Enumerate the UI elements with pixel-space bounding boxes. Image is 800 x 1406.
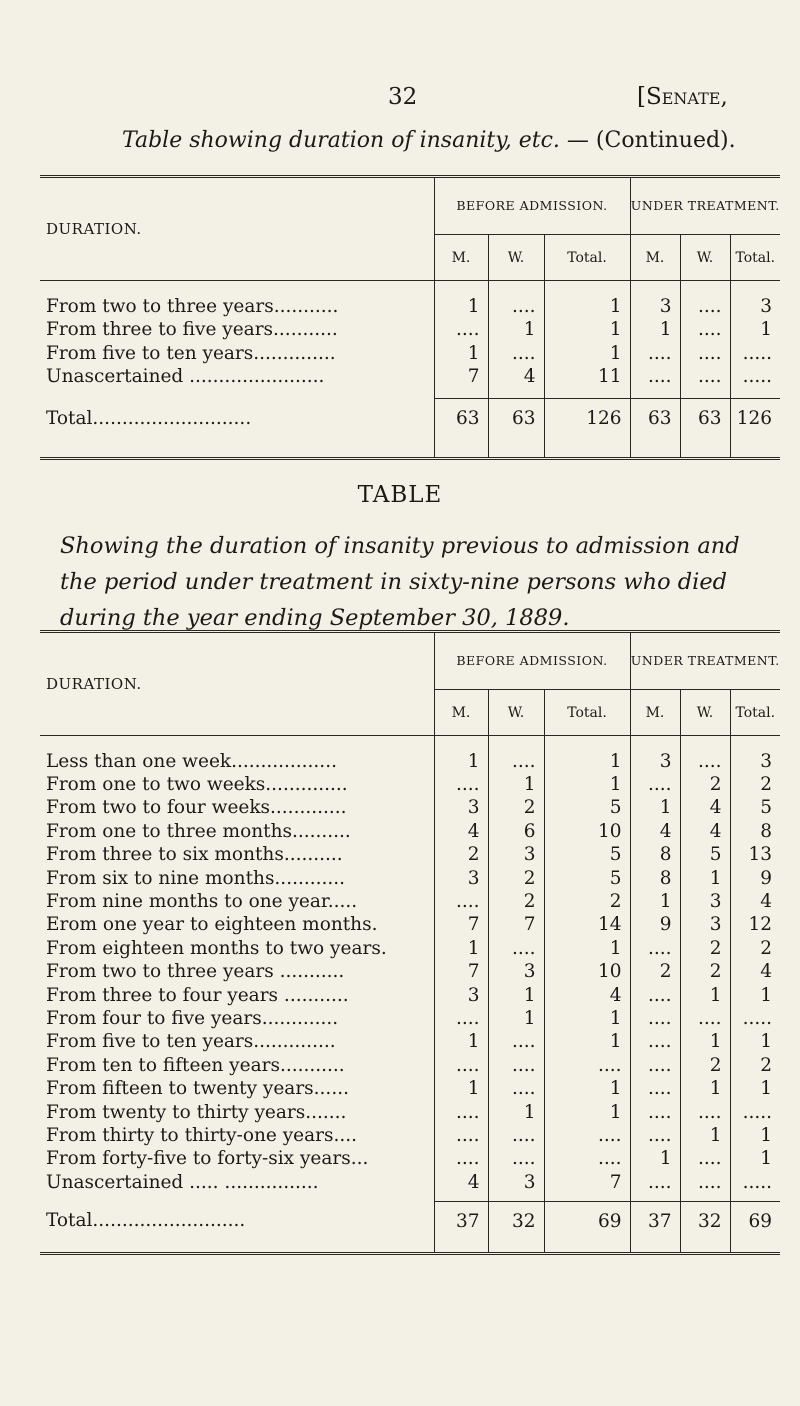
- table-cell: 4: [730, 960, 780, 983]
- table2-subheader: M.: [434, 690, 488, 736]
- table2-subheader: W.: [680, 690, 730, 736]
- table-cell: 10: [544, 820, 630, 843]
- row-label: From eighteen months to two years.: [46, 937, 387, 959]
- table1-caption-suffix: (Continued).: [595, 128, 736, 153]
- table2-total-label: Total..........................: [46, 1210, 246, 1232]
- table-cell: 1: [488, 318, 544, 342]
- row-label: From three to six months..........: [46, 844, 343, 866]
- table-cell: 7: [434, 913, 488, 936]
- table-cell: 7: [488, 913, 544, 936]
- table-cell: 2: [544, 890, 630, 913]
- table-cell: 5: [730, 796, 780, 819]
- table-cell: .....: [730, 1171, 780, 1194]
- table2-title: TABLE: [357, 482, 443, 508]
- table-cell: 3: [488, 1171, 544, 1194]
- table-cell: 1: [630, 318, 680, 342]
- table1-subheader: Total.: [730, 235, 780, 281]
- table-cell: 3: [434, 796, 488, 819]
- table-cell: 1: [488, 1007, 544, 1030]
- table-row: [40, 820, 780, 843]
- table-cell: 4: [434, 1171, 488, 1194]
- table-row: [40, 890, 780, 913]
- table2-total-cell: 69: [730, 1202, 780, 1240]
- table-cell: 3: [434, 866, 488, 889]
- row-label: Unascertained .......................: [46, 366, 325, 388]
- table-cell: ....: [434, 773, 488, 796]
- table-cell: ....: [680, 295, 730, 319]
- table-cell: ....: [544, 1124, 630, 1147]
- table2-total-cell: 37: [630, 1202, 680, 1240]
- table-cell: 3: [630, 295, 680, 319]
- table-cell: 4: [730, 890, 780, 913]
- table-cell: 4: [680, 796, 730, 819]
- table-cell: ....: [680, 750, 730, 773]
- row-label: From two to four weeks.............: [46, 797, 347, 819]
- table-cell: 2: [730, 937, 780, 960]
- table-cell: 5: [544, 843, 630, 866]
- table-cell: ....: [630, 1007, 680, 1030]
- table-cell: 11: [544, 365, 630, 389]
- row-label: From three to five years...........: [46, 319, 338, 341]
- table-cell: 1: [680, 866, 730, 889]
- table-cell: ....: [434, 1124, 488, 1147]
- table-cell: ....: [488, 342, 544, 366]
- table-row: [40, 937, 780, 960]
- table-cell: ....: [680, 1007, 730, 1030]
- table-cell: ....: [630, 342, 680, 366]
- table-cell: ....: [488, 1147, 544, 1170]
- table-cell: 1: [630, 1147, 680, 1170]
- table-cell: ....: [630, 1171, 680, 1194]
- table-cell: .....: [730, 365, 780, 389]
- table1-total-row: [40, 399, 780, 439]
- table-cell: ....: [434, 1147, 488, 1170]
- table-cell: 8: [730, 820, 780, 843]
- table-row: [40, 365, 780, 389]
- table-cell: 4: [434, 820, 488, 843]
- table-cell: 1: [730, 983, 780, 1006]
- table-row: [40, 983, 780, 1006]
- table-cell: ....: [488, 1124, 544, 1147]
- table-row: [40, 960, 780, 983]
- table-cell: 1: [730, 1030, 780, 1053]
- table-cell: ....: [630, 1100, 680, 1123]
- table-row: [40, 1124, 780, 1147]
- table-cell: ....: [434, 318, 488, 342]
- table2-total-row: [40, 1202, 780, 1240]
- table-cell: 1: [544, 1077, 630, 1100]
- table-cell: ....: [630, 1054, 680, 1077]
- table-cell: 1: [434, 1030, 488, 1053]
- table-cell: 3: [730, 750, 780, 773]
- table1-caption-text: Table showing duration of insanity, etc. —: [122, 128, 596, 153]
- table-cell: 1: [544, 750, 630, 773]
- table-cell: 5: [544, 866, 630, 889]
- table-cell: 4: [630, 820, 680, 843]
- table-cell: 2: [730, 773, 780, 796]
- table-cell: 1: [544, 1100, 630, 1123]
- table-cell: 13: [730, 843, 780, 866]
- row-label: From four to five years.............: [46, 1007, 339, 1029]
- table-cell: 10: [544, 960, 630, 983]
- table-cell: ....: [488, 937, 544, 960]
- table-cell: 3: [680, 913, 730, 936]
- table-cell: 8: [630, 843, 680, 866]
- table-row: [40, 843, 780, 866]
- table-cell: ....: [680, 1147, 730, 1170]
- table1-total-cell: 63: [630, 399, 680, 439]
- table-cell: 1: [730, 1124, 780, 1147]
- table-row: [40, 1077, 780, 1100]
- section-label: [Senate,: [637, 84, 728, 110]
- table-cell: 2: [488, 890, 544, 913]
- table2-subheader: Total.: [544, 690, 630, 736]
- row-label: From five to ten years..............: [46, 342, 336, 364]
- row-label: From fifteen to twenty years......: [46, 1078, 349, 1100]
- table1-duration-header: DURATION.: [46, 220, 142, 238]
- table-cell: ....: [434, 1054, 488, 1077]
- table-cell: .....: [730, 342, 780, 366]
- table-cell: 3: [730, 295, 780, 319]
- table-row: [40, 1030, 780, 1053]
- table-cell: ....: [488, 750, 544, 773]
- table-row: [40, 750, 780, 773]
- table-cell: 1: [680, 1030, 730, 1053]
- table-row: [40, 796, 780, 819]
- row-label: Less than one week..................: [46, 750, 337, 772]
- table-cell: 2: [488, 796, 544, 819]
- row-label: From two to three years...........: [46, 295, 339, 317]
- table2-duration-header: DURATION.: [46, 675, 142, 693]
- table-cell: 1: [488, 1100, 544, 1123]
- table-cell: 1: [544, 342, 630, 366]
- table1-before-admission-header: BEFORE ADMISSION.: [434, 177, 630, 235]
- table1-total-cell: 63: [488, 399, 544, 439]
- table-cell: ....: [630, 1077, 680, 1100]
- table-cell: .....: [730, 1100, 780, 1123]
- table-cell: 1: [434, 750, 488, 773]
- table-cell: 1: [434, 1077, 488, 1100]
- table-cell: 5: [680, 843, 730, 866]
- table-cell: ....: [488, 1077, 544, 1100]
- table1-subheader: M.: [630, 235, 680, 281]
- table-cell: ....: [488, 1054, 544, 1077]
- table-cell: ....: [630, 1124, 680, 1147]
- row-label: Erom one year to eighteen months.: [46, 914, 378, 936]
- row-label: From two to three years ...........: [46, 961, 345, 983]
- table-cell: 4: [488, 365, 544, 389]
- table-cell: 1: [544, 773, 630, 796]
- table-cell: 1: [730, 318, 780, 342]
- table1-subheader: M.: [434, 235, 488, 281]
- table1-total-cell: 63: [680, 399, 730, 439]
- table-cell: 5: [544, 796, 630, 819]
- table-cell: 1: [630, 796, 680, 819]
- table-row: [40, 1100, 780, 1123]
- table-cell: 2: [730, 1054, 780, 1077]
- table-cell: ....: [434, 1007, 488, 1030]
- table2-subheader: Total.: [730, 690, 780, 736]
- table-row: [40, 1054, 780, 1077]
- table-cell: ....: [488, 295, 544, 319]
- table-cell: 1: [434, 342, 488, 366]
- table-cell: 6: [488, 820, 544, 843]
- table-cell: ....: [544, 1054, 630, 1077]
- table-cell: ....: [488, 1030, 544, 1053]
- table-cell: 3: [488, 843, 544, 866]
- table-row: [40, 773, 780, 796]
- row-label: From six to nine months............: [46, 867, 345, 889]
- table-cell: ....: [434, 890, 488, 913]
- row-label: From nine months to one year.....: [46, 891, 358, 913]
- table-cell: 3: [488, 960, 544, 983]
- table-cell: 2: [488, 866, 544, 889]
- table-cell: 1: [730, 1147, 780, 1170]
- table-cell: ....: [680, 318, 730, 342]
- table-cell: .....: [730, 1007, 780, 1030]
- table2-total-cell: 37: [434, 1202, 488, 1240]
- table2-total-cell: 32: [488, 1202, 544, 1240]
- table-cell: 1: [544, 318, 630, 342]
- table-cell: ....: [630, 983, 680, 1006]
- table1-total-cell: 126: [730, 399, 780, 439]
- table-cell: 4: [544, 983, 630, 1006]
- table-row: [40, 913, 780, 936]
- table-cell: 1: [544, 1030, 630, 1053]
- table-cell: ....: [630, 937, 680, 960]
- table-cell: ....: [630, 773, 680, 796]
- table-cell: 1: [680, 1077, 730, 1100]
- table1-subheader: W.: [680, 235, 730, 281]
- table-cell: 2: [434, 843, 488, 866]
- table2-under-treatment-header: UNDER TREATMENT.: [630, 632, 780, 690]
- table-cell: 4: [680, 820, 730, 843]
- table-cell: 7: [544, 1171, 630, 1194]
- table-row: [40, 295, 780, 319]
- table-cell: 3: [630, 750, 680, 773]
- table-cell: 12: [730, 913, 780, 936]
- table-row: [40, 342, 780, 366]
- table2-total-cell: 32: [680, 1202, 730, 1240]
- row-label: From five to ten years..............: [46, 1031, 336, 1053]
- table2-total-cell: 69: [544, 1202, 630, 1240]
- table-cell: 1: [680, 983, 730, 1006]
- table1-total-cell: 63: [434, 399, 488, 439]
- table-2: [40, 630, 780, 1255]
- table-cell: 14: [544, 913, 630, 936]
- table-row: [40, 1147, 780, 1170]
- table-cell: 3: [680, 890, 730, 913]
- table-cell: 1: [680, 1124, 730, 1147]
- table1-caption: [122, 128, 736, 153]
- table-cell: 2: [680, 1054, 730, 1077]
- table-row: [40, 1007, 780, 1030]
- table-cell: 1: [544, 937, 630, 960]
- table-cell: ....: [630, 365, 680, 389]
- page-number: 32: [388, 84, 418, 110]
- table1-subheader: Total.: [544, 235, 630, 281]
- table-cell: ....: [680, 1100, 730, 1123]
- row-label: From three to four years ...........: [46, 984, 349, 1006]
- table-cell: 2: [630, 960, 680, 983]
- table-cell: 1: [434, 295, 488, 319]
- table-row: [40, 866, 780, 889]
- table-cell: ....: [680, 342, 730, 366]
- table-cell: 3: [434, 983, 488, 1006]
- table2-subheader: M.: [630, 690, 680, 736]
- row-label: From one to two weeks..............: [46, 774, 348, 796]
- table-cell: ....: [544, 1147, 630, 1170]
- table-cell: ....: [630, 1030, 680, 1053]
- table2-subheader: W.: [488, 690, 544, 736]
- table-cell: 2: [680, 937, 730, 960]
- table-cell: 2: [680, 773, 730, 796]
- row-label: From one to three months..........: [46, 820, 351, 842]
- row-label: Unascertained ..... ................: [46, 1171, 319, 1193]
- table-row: [40, 318, 780, 342]
- table-cell: 1: [434, 937, 488, 960]
- table-cell: 1: [544, 1007, 630, 1030]
- table-cell: 1: [544, 295, 630, 319]
- table1-under-treatment-header: UNDER TREATMENT.: [630, 177, 780, 235]
- table-cell: ....: [680, 1171, 730, 1194]
- table-cell: 1: [630, 890, 680, 913]
- table-cell: 7: [434, 365, 488, 389]
- row-label: From ten to fifteen years...........: [46, 1054, 345, 1076]
- row-label: From forty-five to forty-six years...: [46, 1148, 369, 1170]
- table-cell: 9: [730, 866, 780, 889]
- row-label: From thirty to thirty-one years....: [46, 1124, 357, 1146]
- table1-subheader: W.: [488, 235, 544, 281]
- table-cell: 1: [730, 1077, 780, 1100]
- table2-subtitle: Showing the duration of insanity previous to admission and the period under treatment in sixty-nine persons who died during the year ending September 30, 1889.: [60, 533, 740, 631]
- table-cell: 7: [434, 960, 488, 983]
- table-cell: ....: [434, 1100, 488, 1123]
- table-cell: ....: [680, 365, 730, 389]
- table-1: [40, 175, 780, 460]
- table-cell: 2: [680, 960, 730, 983]
- table-row: [40, 1171, 780, 1194]
- table1-total-label: Total...........................: [46, 408, 252, 429]
- table-cell: 8: [630, 866, 680, 889]
- table-cell: 1: [488, 773, 544, 796]
- table2-before-admission-header: BEFORE ADMISSION.: [434, 632, 630, 690]
- table1-total-cell: 126: [544, 399, 630, 439]
- table-cell: 1: [488, 983, 544, 1006]
- table-cell: 9: [630, 913, 680, 936]
- row-label: From twenty to thirty years.......: [46, 1101, 347, 1123]
